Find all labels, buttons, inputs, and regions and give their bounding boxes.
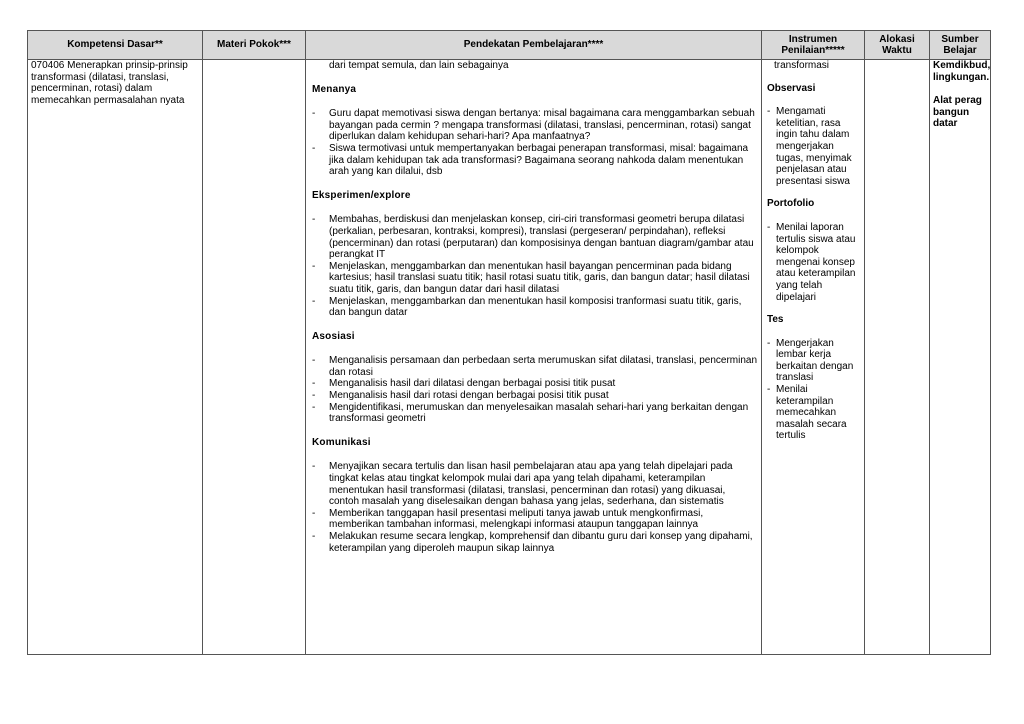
sumber-item: Kemdikbud, lingkungan. xyxy=(933,60,991,83)
instrumen-item: - Menilai keterampilan memecahkan masalah secara tertulis xyxy=(767,384,859,442)
list-item: - Mengidentifikasi, merumuskan dan menyelesaikan masalah sehari-hari yang berkaitan dengan transformasi geometri xyxy=(312,402,757,425)
header-pendekatan: Pendekatan Pembelajaran**** xyxy=(306,31,762,60)
header-kompetensi: Kompetensi Dasar** xyxy=(28,31,203,60)
alokasi-cell xyxy=(865,60,930,655)
section-list xyxy=(312,108,757,178)
pendekatan-sections xyxy=(312,84,757,555)
pendekatan-cell xyxy=(306,60,762,655)
lesson-plan-table xyxy=(27,30,991,655)
header-sumber: Sumber Belajar xyxy=(930,31,991,60)
instrumen-item: - Mengamati ketelitian, rasa ingin tahu dalam mengerjakan tugas, menyimak penjelasan atau presentasi siswa xyxy=(767,106,859,187)
header-alokasi: Alokasi Waktu xyxy=(865,31,930,60)
section-list xyxy=(312,355,757,425)
instrumen-title: Observasi xyxy=(767,82,816,94)
list-item: - Menganalisis hasil dari rotasi dengan berbagai posisi titik pusat xyxy=(312,390,757,402)
list-item: - Guru dapat memotivasi siswa dengan bertanya: misal bagaimana cara menggambarkan sebuah bayangan pada cermin ? mengapa transformasi (dilatasi, translasi, pencerminan, rotasi) sangat diperlukan dalam kehidupan sehari-hari? Apa manfaatnya? xyxy=(312,108,757,143)
list-item: - Menganalisis hasil dari dilatasi dengan berbagai posisi titik pusat xyxy=(312,378,757,390)
list-item: - Membahas, berdiskusi dan menjelaskan konsep, ciri-ciri transformasi geometri berupa dilatasi (perkalian, perbesaran, kontraksi, kompresi), translasi (pergeseran/ perpindahan), refleksi (pencerminan) dan rotasi (perputaran) dan komposisinya dengan bantuan diagram/gambar atau perangkat IT xyxy=(312,214,757,260)
list-item: - Memberikan tanggapan hasil presentasi meliputi tanya jawab untuk mengkonfirmasi, memberikan tambahan informasi, melengkapi informasi ataupun tanggapan lainnya xyxy=(312,508,757,531)
sumber-cell xyxy=(930,60,991,655)
section-title: Komunikasi xyxy=(312,436,371,448)
section-title: Eksperimen/explore xyxy=(312,189,411,201)
instrumen-item: - Menilai laporan tertulis siswa atau kelompok mengenai konsep atau keterampilan yang telah dipelajari xyxy=(767,222,859,303)
section-list xyxy=(312,214,757,318)
instrumen-item: - Mengerjakan lembar kerja berkaitan dengan translasi xyxy=(767,338,859,384)
document-page xyxy=(27,30,991,655)
header-row xyxy=(28,31,991,60)
instrumen-title: Tes xyxy=(767,314,784,326)
instrumen-cell xyxy=(762,60,865,655)
instrumen-list xyxy=(767,338,861,442)
header-instrumen: Instrumen Penilaian***** xyxy=(762,31,865,60)
sumber-item: Alat perag bangun datar xyxy=(933,95,982,130)
section-list xyxy=(312,461,757,554)
materi-cell xyxy=(203,60,306,655)
instrumen-blocks xyxy=(765,83,861,442)
instrumen-title: Portofolio xyxy=(767,198,815,210)
pendekatan-top-line: dari tempat semula, dan lain sebagainya xyxy=(329,60,509,71)
header-materi: Materi Pokok*** xyxy=(203,31,306,60)
content-row xyxy=(28,60,991,655)
list-item: - Menjelaskan, menggambarkan dan menentukan hasil komposisi tranformasi suatu titik, garis, dan bangun datar xyxy=(312,296,757,319)
section-title: Asosiasi xyxy=(312,330,355,342)
section-title: Menanya xyxy=(312,83,357,95)
list-item: - Melakukan resume secara lengkap, komprehensif dan dibantu guru dari konsep yang dipahami, keterampilan yang diperoleh maupun sikap lainnya xyxy=(312,531,757,554)
instrumen-list xyxy=(767,106,861,187)
instrumen-top-line: transformasi xyxy=(774,60,830,71)
list-item: - Menjelaskan, menggambarkan dan menentukan hasil bayangan pencerminan pada bidang kartesius; hasil translasi suatu titik; hasil rotasi suatu titik, garis, dan bangun datar; hasil dilatasi suatu titik, garis, dan bangun datar dari hasil dilatasi xyxy=(312,261,757,296)
list-item: - Menyajikan secara tertulis dan lisan hasil pembelajaran atau apa yang telah dipelajari pada tingkat kelas atau tingkat kelompok mulai dari apa yang telah dipahami, keterampilan menentukan hasil transformasi (dilatasi, translasi, pencerminan dan rotasi) yang dikuasai, contoh masalah yang diselesaikan dengan bahasa yang jelas, sederhana, dan sistematis xyxy=(312,461,757,507)
list-item: - Siswa termotivasi untuk mempertanyakan berbagai penerapan transformasi, misal: bagaimana jika dalam kehidupan tak ada transformasi? Bagaimana seorang nahkoda dalam menentukan arah yang kan dilalui, dsb xyxy=(312,143,757,178)
kompetensi-text: 070406 Menerapkan prinsip-prinsip transformasi (dilatasi, translasi, pencerminan, rotasi) dalam memecahkan permasalahan nyata xyxy=(31,60,188,106)
kompetensi-cell xyxy=(28,60,203,655)
instrumen-list xyxy=(767,222,861,303)
list-item: - Menganalisis persamaan dan perbedaan serta merumuskan sifat dilatasi, translasi, pencerminan dan rotasi xyxy=(312,355,757,378)
